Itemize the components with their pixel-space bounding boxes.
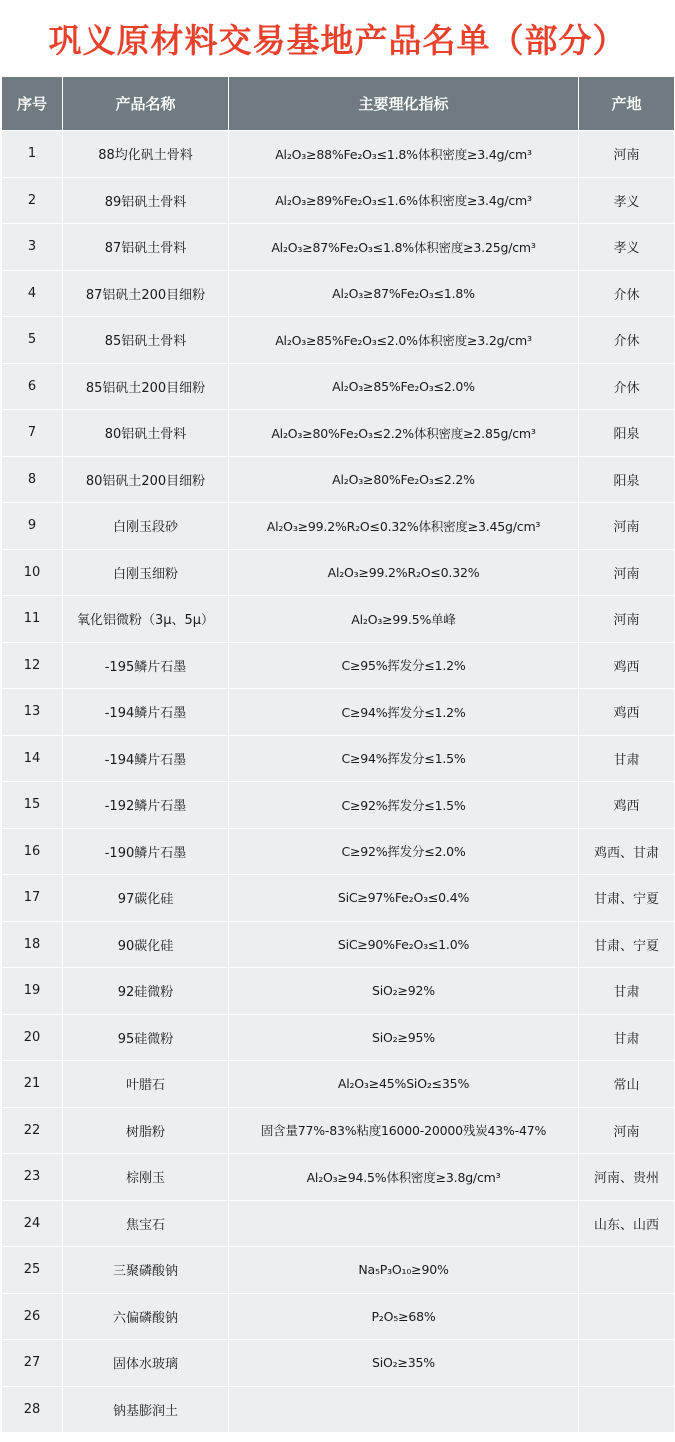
cell-product-name: 三聚磷酸钠 [63,1247,229,1294]
table-row [2,596,675,643]
cell-product-name: 85铝矾土200目细粉 [63,363,229,410]
cell-number: 19 [2,968,63,1015]
cell-product-name: 固体水玻璃 [63,1340,229,1387]
cell-origin: 河南 [579,503,675,550]
cell-product-name: 80铝矾土200目细粉 [63,456,229,503]
cell-number: 8 [2,456,63,503]
cell-product-name: -192鳞片石墨 [63,782,229,829]
cell-product-name: 87铝矾土200目细粉 [63,270,229,317]
table-row [2,642,675,689]
cell-origin: 河南 [579,596,675,643]
cell-origin [579,1247,675,1294]
table-row [2,1340,675,1387]
cell-specs: P₂O₅≥68% [229,1293,579,1340]
cell-origin: 常山 [579,1061,675,1108]
cell-number: 21 [2,1061,63,1108]
cell-product-name: -194鳞片石墨 [63,735,229,782]
cell-origin: 河南 [579,549,675,596]
cell-specs: C≥92%挥发分≤2.0% [229,828,579,875]
page-title: 巩义原材料交易基地产品名单（部分） [48,20,627,60]
cell-number: 4 [2,270,63,317]
table-row [2,270,675,317]
header-main-specs: 主要理化指标 [229,77,579,131]
cell-origin: 甘肃、宁夏 [579,875,675,922]
cell-product-name: 白刚玉段砂 [63,503,229,550]
cell-number: 22 [2,1107,63,1154]
cell-number: 15 [2,782,63,829]
cell-number: 28 [2,1386,63,1433]
cell-product-name: 87铝矾土骨料 [63,224,229,271]
cell-origin: 河南、贵州 [579,1154,675,1201]
cell-specs: SiO₂≥35% [229,1340,579,1387]
cell-product-name: -195鳞片石墨 [63,642,229,689]
cell-product-name: 97碳化硅 [63,875,229,922]
cell-origin: 鸡西 [579,689,675,736]
table-row [2,1247,675,1294]
table-row [2,131,675,178]
cell-product-name: 90碳化硅 [63,921,229,968]
cell-number: 26 [2,1293,63,1340]
cell-number: 3 [2,224,63,271]
table-row [2,456,675,503]
cell-number: 10 [2,549,63,596]
cell-product-name: 六偏磷酸钠 [63,1293,229,1340]
cell-number: 24 [2,1200,63,1247]
cell-origin: 阳泉 [579,456,675,503]
cell-number: 2 [2,177,63,224]
table-header-row [2,77,675,131]
cell-specs: Al₂O₃≥80%Fe₂O₃≤2.2%体积密度≥2.85g/cm³ [229,410,579,457]
table-row [2,968,675,1015]
table-row [2,921,675,968]
cell-origin: 甘肃 [579,1014,675,1061]
header-product-name: 产品名称 [63,77,229,131]
cell-product-name: 钠基膨润土 [63,1386,229,1433]
cell-origin: 甘肃 [579,735,675,782]
cell-origin: 阳泉 [579,410,675,457]
cell-product-name: 89铝矾土骨料 [63,177,229,224]
cell-origin: 孝义 [579,224,675,271]
cell-origin: 介休 [579,317,675,364]
cell-origin [579,1386,675,1433]
cell-product-name: 95硅微粉 [63,1014,229,1061]
cell-product-name: 白刚玉细粉 [63,549,229,596]
cell-specs: Al₂O₃≥45%SiO₂≤35% [229,1061,579,1108]
cell-product-name: 92硅微粉 [63,968,229,1015]
cell-product-name: 焦宝石 [63,1200,229,1247]
table-row [2,317,675,364]
cell-origin: 介休 [579,270,675,317]
cell-specs: Al₂O₃≥88%Fe₂O₃≤1.8%体积密度≥3.4g/cm³ [229,131,579,178]
cell-specs: Al₂O₃≥99.2%R₂O≤0.32% [229,549,579,596]
cell-specs [229,1200,579,1247]
cell-specs: 固含量77%-83%粘度16000-20000残炭43%-47% [229,1107,579,1154]
table-row [2,782,675,829]
cell-number: 23 [2,1154,63,1201]
cell-specs: SiC≥90%Fe₂O₃≤1.0% [229,921,579,968]
product-table [1,76,675,1433]
cell-specs: SiO₂≥95% [229,1014,579,1061]
cell-origin: 鸡西 [579,782,675,829]
cell-specs: Al₂O₃≥87%Fe₂O₃≤1.8% [229,270,579,317]
table-row [2,1107,675,1154]
table-row [2,1386,675,1433]
cell-specs: C≥94%挥发分≤1.5% [229,735,579,782]
table-row [2,875,675,922]
table-row [2,1200,675,1247]
cell-product-name: -190鳞片石墨 [63,828,229,875]
cell-specs: Al₂O₃≥89%Fe₂O₃≤1.6%体积密度≥3.4g/cm³ [229,177,579,224]
cell-number: 1 [2,131,63,178]
cell-product-name: 88均化矾土骨料 [63,131,229,178]
cell-origin: 河南 [579,1107,675,1154]
cell-specs: Al₂O₃≥94.5%体积密度≥3.8g/cm³ [229,1154,579,1201]
cell-product-name: 棕刚玉 [63,1154,229,1201]
cell-number: 18 [2,921,63,968]
table-row [2,410,675,457]
cell-origin: 鸡西、甘肃 [579,828,675,875]
cell-number: 14 [2,735,63,782]
cell-specs: Al₂O₃≥99.5%单峰 [229,596,579,643]
cell-product-name: -194鳞片石墨 [63,689,229,736]
cell-number: 25 [2,1247,63,1294]
cell-product-name: 树脂粉 [63,1107,229,1154]
cell-origin: 甘肃、宁夏 [579,921,675,968]
cell-number: 9 [2,503,63,550]
cell-number: 20 [2,1014,63,1061]
cell-number: 17 [2,875,63,922]
cell-number: 6 [2,363,63,410]
table-row [2,224,675,271]
cell-specs: SiC≥97%Fe₂O₃≤0.4% [229,875,579,922]
cell-origin: 河南 [579,131,675,178]
cell-number: 16 [2,828,63,875]
cell-number: 11 [2,596,63,643]
cell-specs: Al₂O₃≥85%Fe₂O₃≤2.0%体积密度≥3.2g/cm³ [229,317,579,364]
table-row [2,363,675,410]
table-body [2,131,675,1433]
cell-specs: Al₂O₃≥80%Fe₂O₃≤2.2% [229,456,579,503]
table-row [2,549,675,596]
header-origin: 产地 [579,77,675,131]
cell-origin: 甘肃 [579,968,675,1015]
cell-specs [229,1386,579,1433]
cell-product-name: 氧化铝微粉（3μ、5μ） [63,596,229,643]
cell-specs: C≥94%挥发分≤1.2% [229,689,579,736]
table-row [2,503,675,550]
cell-specs: Al₂O₃≥99.2%R₂O≤0.32%体积密度≥3.45g/cm³ [229,503,579,550]
cell-number: 13 [2,689,63,736]
cell-origin: 孝义 [579,177,675,224]
cell-product-name: 80铝矾土骨料 [63,410,229,457]
cell-product-name: 叶腊石 [63,1061,229,1108]
cell-specs: Al₂O₃≥87%Fe₂O₃≤1.8%体积密度≥3.25g/cm³ [229,224,579,271]
cell-specs: Al₂O₃≥85%Fe₂O₃≤2.0% [229,363,579,410]
cell-origin: 山东、山西 [579,1200,675,1247]
cell-specs: C≥95%挥发分≤1.2% [229,642,579,689]
table-row [2,689,675,736]
table-row [2,735,675,782]
table-row [2,1014,675,1061]
header-number: 序号 [2,77,63,131]
cell-origin: 鸡西 [579,642,675,689]
cell-number: 5 [2,317,63,364]
table-row [2,177,675,224]
cell-origin: 介休 [579,363,675,410]
cell-product-name: 85铝矾土骨料 [63,317,229,364]
table-row [2,828,675,875]
cell-specs: SiO₂≥92% [229,968,579,1015]
cell-number: 7 [2,410,63,457]
cell-number: 27 [2,1340,63,1387]
table-row [2,1293,675,1340]
cell-origin [579,1340,675,1387]
table-row [2,1061,675,1108]
cell-specs: C≥92%挥发分≤1.5% [229,782,579,829]
cell-specs: Na₅P₃O₁₀≥90% [229,1247,579,1294]
table-row [2,1154,675,1201]
cell-origin [579,1293,675,1340]
cell-number: 12 [2,642,63,689]
